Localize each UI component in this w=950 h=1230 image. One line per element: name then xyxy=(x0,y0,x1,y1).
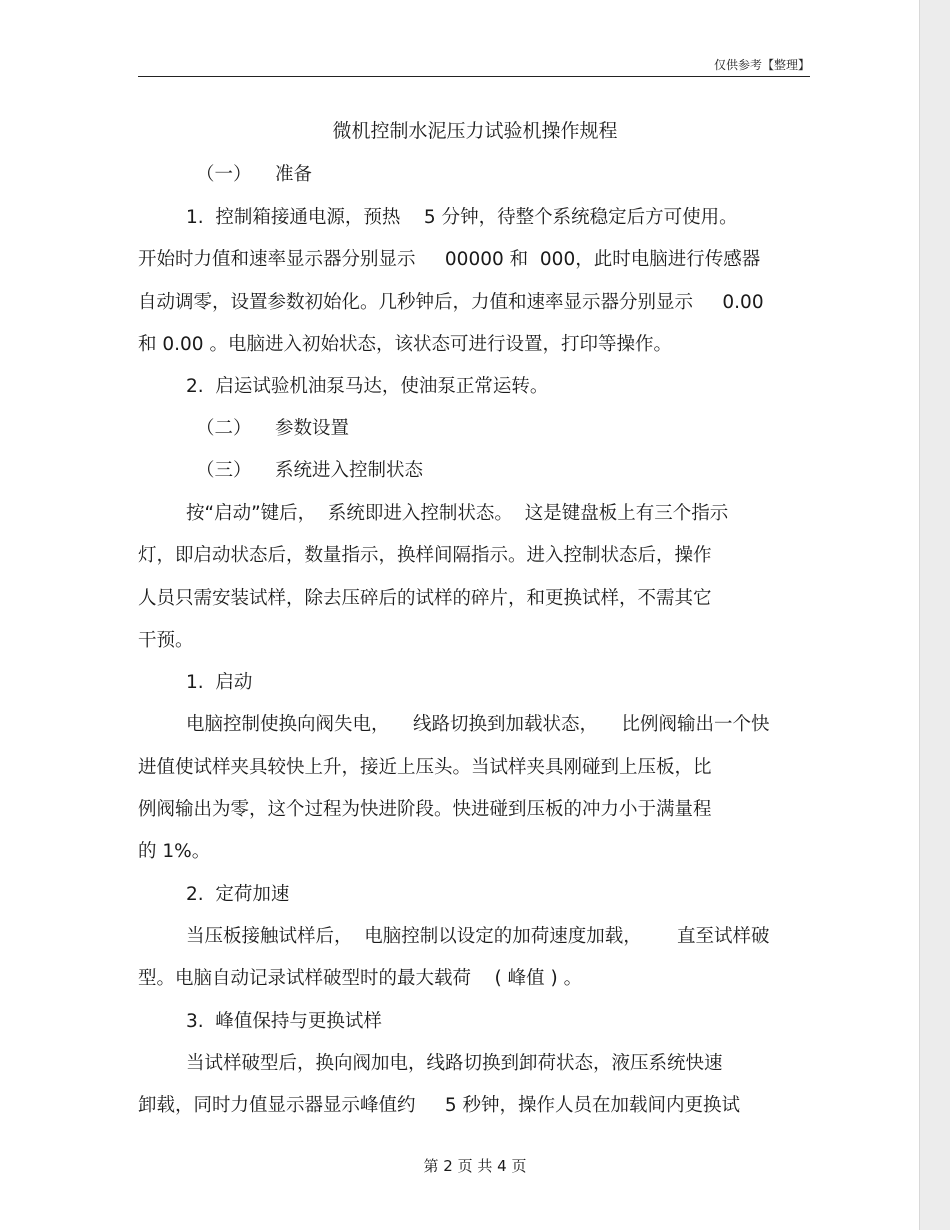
paragraph-line: 卸载，同时力值显示器显示峰值约 5 秒钟，操作人员在加载间内更换试 xyxy=(138,1095,741,1116)
paragraph-line: 电脑控制使换向阀失电， 线路切换到加载状态， 比例阀输出一个快 xyxy=(186,714,770,735)
subsection-heading: 2. 定荷加速 xyxy=(186,884,290,905)
paragraph-line: 人员只需安装试样，除去压碎后的试样的碎片，和更换试样，不需其它 xyxy=(138,588,712,609)
paragraph-line: 当试样破型后，换向阀加电，线路切换到卸荷状态，液压系统快速 xyxy=(186,1053,723,1074)
subsection-heading: 1. 启动 xyxy=(186,672,253,693)
paragraph-line: 进值使试样夹具较快上升，接近上压头。当试样夹具刚碰到上压板，比 xyxy=(138,757,712,778)
paragraph-line: 例阀输出为零，这个过程为快进阶段。快进碰到压板的冲力小于满量程 xyxy=(138,799,712,820)
paragraph-line: 自动调零，设置参数初始化。几秒钟后，力值和速率显示器分别显示 0.00 xyxy=(138,292,764,313)
paragraph-line: 1. 控制箱接通电源，预热 5 分钟，待整个系统稳定后方可使用。 xyxy=(186,207,738,228)
paragraph-line: 2. 启运试验机油泵马达，使油泵正常运转。 xyxy=(186,376,549,397)
document-title: 微机控制水泥压力试验机操作规程 xyxy=(332,120,618,142)
paragraph-line: 和 0.00 。电脑进入初始状态，该状态可进行设置，打印等操作。 xyxy=(138,334,672,355)
paragraph-line: 干预。 xyxy=(138,630,194,651)
paragraph-line: 的 1%。 xyxy=(138,841,211,862)
header-rule xyxy=(138,76,810,77)
paragraph-line: 型。电脑自动记录试样破型时的最大载荷 ( 峰值 ) 。 xyxy=(138,968,583,989)
paragraph-line: 灯，即启动状态后，数量指示，换样间隔指示。进入控制状态后，操作 xyxy=(138,545,712,566)
subsection-heading: 3. 峰值保持与更换试样 xyxy=(186,1011,382,1032)
paragraph-line: 开始时力值和速率显示器分别显示 00000 和 000，此时电脑进行传感器 xyxy=(138,249,761,270)
section-heading: （三） 系统进入控制状态 xyxy=(196,460,424,481)
section-heading: （一） 准备 xyxy=(196,164,313,185)
paragraph-line: 按“启动”键后， 系统即进入控制状态。 这是键盘板上有三个指示 xyxy=(186,503,729,524)
section-heading: （二） 参数设置 xyxy=(196,418,350,439)
page-footer: 第 2 页 共 4 页 xyxy=(423,1157,527,1175)
paragraph-line: 当压板接触试样后， 电脑控制以设定的加荷速度加载， 直至试样破 xyxy=(186,926,770,947)
page-header: 仅供参考【整理】 xyxy=(713,58,810,72)
page-edge xyxy=(919,0,950,1230)
